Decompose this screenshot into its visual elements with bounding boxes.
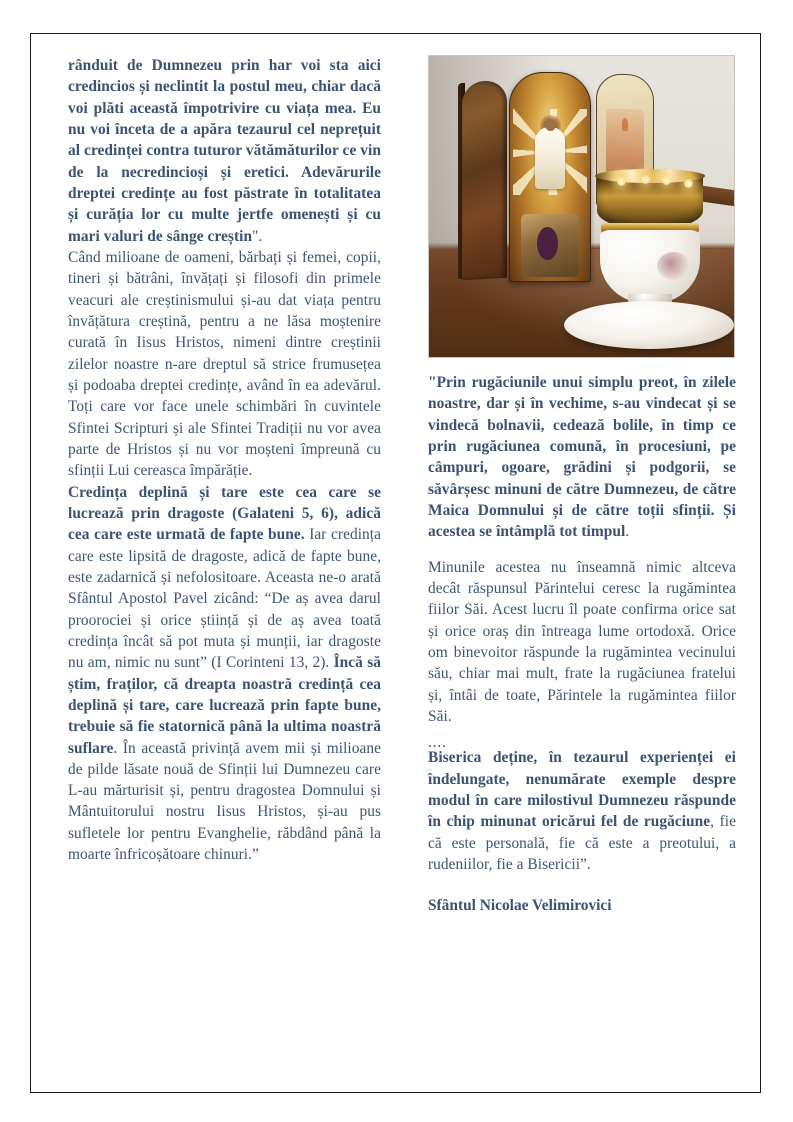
porcelain-saucer <box>564 301 734 349</box>
tomb-opening <box>537 227 558 260</box>
paragraph-3 <box>68 482 381 866</box>
left-text-column <box>68 55 381 865</box>
quote-paragraph-3-bold-lead: Biserica deține, în tezaurul experienței ei îndelungate, nenumărate exemple despre modul în care milostivul Dumnezeu răspunde în chip minunat oricărui fel de rugăciune <box>428 749 736 831</box>
christ-figure-head <box>545 119 556 131</box>
paragraph-1 <box>68 55 381 247</box>
flame-icon <box>617 175 626 186</box>
paragraph-1-tail: ". <box>252 227 263 245</box>
paragraph-1-bold-lead: rânduit de Dumnezeu prin har voi sta aici credincios și neclintit la postul meu, chiar dacă voi plăti această împotrivire cu viața mea. Eu nu voi înceta de a apăra tezaurul cel neprețuit al credinței contra tuturor vătămăturilor ce vin de la necredincioși și eretici. Adevărurile dreptei credințe au fost păstrate în totalitatea și curăția lor cu multe jertfe omenești și cu mari valuri de sânge creștin <box>68 57 381 245</box>
flame-icon <box>641 173 650 184</box>
paragraph-3-body2: . În această privință avem mii și milioane de pilde lăsate nouă de Sfinții lui Dumnezeu care L-au mărturisit și, pentru dragostea Domnului și Mântuitorului nostru Iisus Hristos, și-au pus sufletele lor pentru Evanghelie, răbdând până la moarte înfricoșătoare chinuri.” <box>68 739 381 864</box>
cup-floral-decoration <box>657 252 691 280</box>
quote-paragraph-3 <box>428 747 736 875</box>
flame-icon <box>662 174 671 185</box>
paragraph-3-bold-lead: Credința deplină și tare este cea care se lucrează prin dragoste (Galateni 5, 6), adică cea care este urmată de fapte bune. <box>68 483 381 544</box>
photo-scene <box>429 56 734 357</box>
christ-figure-robe <box>535 127 565 189</box>
paragraph-3-body: Iar credința care este lipsită de dragoste, adică de fapte bune, este zadarnică și nefolositoare. Aceasta ne-o arată Sfântul Apostol Pavel zicând: “De aș avea darul proorociei și orice știință și de aș avea toată credința încât să pot muta și munții, iar dragoste nu am, nimic nu sunt” (I Corinteni 13, 2). <box>68 526 381 672</box>
paragraph-3-bold-mid: Încă să știm, fraților, că dreapta noastră credință cea deplină și tare, care lucrează prin fapte bune, trebuie să fie statornică până la ultima noastră suflare <box>68 654 381 757</box>
orthodox-triptych-photo <box>428 55 735 358</box>
triptych-left-panel <box>462 80 507 280</box>
table-edge <box>701 185 735 206</box>
ellipsis-separator: .... <box>428 736 447 748</box>
author-signature: Sfântul Nicolae Velimirovici <box>428 897 612 915</box>
quote-paragraph-1 <box>428 372 736 543</box>
church-dome-icon <box>622 118 628 132</box>
quote-paragraph-1-bold-lead: "Prin rugăciunile unui simplu preot, în zilele noastre, dar și în vechime, s-au vindecat și se vindecă bolnavii, cedează bolile, în timp ce prin rugăciunea comună, în procesiuni, pe câmpuri, ogoare, grădini și podgorii, se săvârșesc minuni de către Dumnezeu, de către Maica Domnului și de către toții sfinții. Și acestea se întâmplă tot timpul <box>428 374 736 541</box>
quote-paragraph-2: Minunile acestea nu înseamnă nimic altceva decât răspunsul Părintelui ceresc la rugămintea fiilor Săi. Acest lucru îl poate confirma orice sat și orice oraș din întreaga lume ortodoxă. Orice om binevoitor răspunde la rugămintea vecinului său, chiar mai mult, frate la rugăciunea fratelui și, întâi de toate, Părintele la rugămintea fiilor Săi. <box>428 558 736 725</box>
flame-icon <box>684 177 693 188</box>
triptych-center-panel <box>509 72 591 282</box>
paragraph-2: Când milioane de oameni, bărbați și femei, copii, tineri și bătrâni, învățați și filosofi din primele veacuri ale creștinismului și-au dat viața pentru învățătura creștină, pentru a ne lăsa moștenire curată în Iisus Hristos, nimeni dintre creștinii zilelor noastre n-are dreptul să strice frumusețea și podoaba dreptei credințe, având în ea adevărul. Toți care vor face unele schimbări în cuvintele Sfintei Scripturi și ale Sfintei Tradiții nu vor avea parte de Hristos și nu vor moșteni împreună cu sfinții Lui cereasca împărăție. <box>68 248 381 480</box>
document-content <box>68 55 736 1055</box>
quote-paragraph-3-body: , fie că este personală, fie că este a preotului, a rudeniilor, fie a Bisericii”. <box>428 813 737 873</box>
quote-paragraph-1-tail: . <box>625 523 630 541</box>
